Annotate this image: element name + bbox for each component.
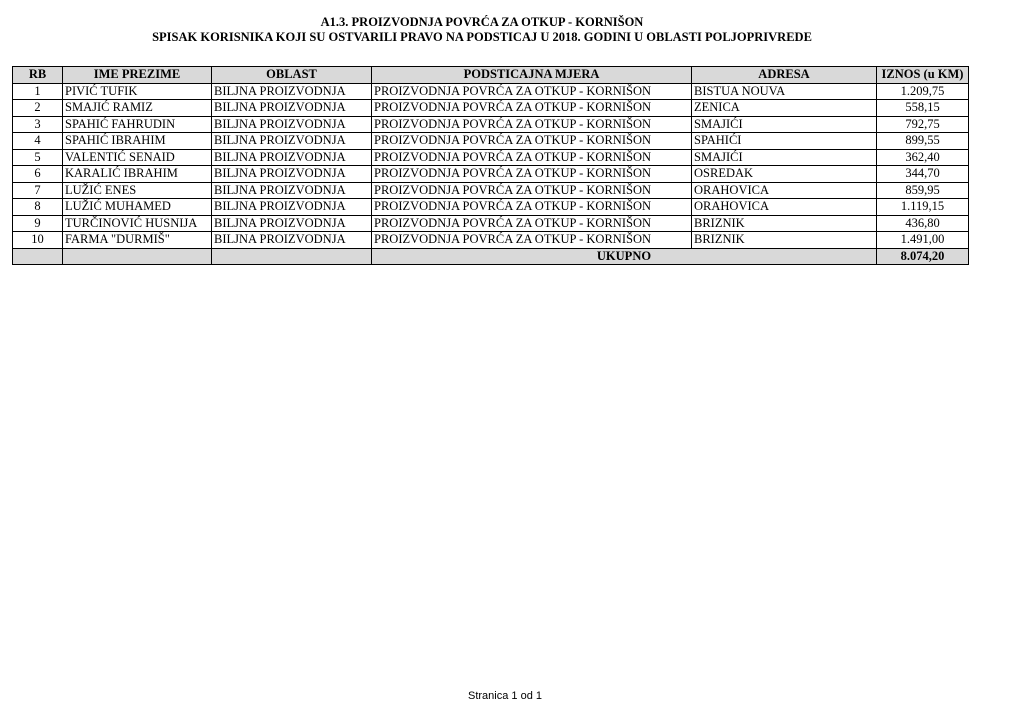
cell-name: PIVIĆ TUFIK <box>63 83 212 100</box>
cell-amount: 344,70 <box>877 166 969 183</box>
table-row <box>13 100 969 117</box>
cell-measure: PROIZVODNJA POVRĆA ZA OTKUP - KORNIŠON <box>372 199 692 216</box>
cell-rb: 1 <box>13 83 63 100</box>
cell-area: BILJNA PROIZVODNJA <box>212 232 372 249</box>
table-row <box>13 133 969 150</box>
document-subtitle: SPISAK KORISNIKA KOJI SU OSTVARILI PRAVO NA PODSTICAJ U 2018. GODINI U OBLASTI POLJOPRIVREDE <box>152 30 812 44</box>
cell-area: BILJNA PROIZVODNJA <box>212 100 372 117</box>
cell-rb: 10 <box>13 232 63 249</box>
total-label: UKUPNO <box>372 248 877 265</box>
column-header-amount: IZNOS (u KM) <box>877 67 969 84</box>
cell-area: BILJNA PROIZVODNJA <box>212 166 372 183</box>
cell-address: BRIZNIK <box>692 215 877 232</box>
beneficiaries-table <box>12 66 969 265</box>
column-header-address: ADRESA <box>692 67 877 84</box>
cell-measure: PROIZVODNJA POVRĆA ZA OTKUP - KORNIŠON <box>372 83 692 100</box>
cell-name: SMAJIĆ RAMIZ <box>63 100 212 117</box>
cell-area: BILJNA PROIZVODNJA <box>212 83 372 100</box>
cell-amount: 1.491,00 <box>877 232 969 249</box>
cell-amount: 436,80 <box>877 215 969 232</box>
cell-measure: PROIZVODNJA POVRĆA ZA OTKUP - KORNIŠON <box>372 215 692 232</box>
cell-amount: 1.119,15 <box>877 199 969 216</box>
cell-rb: 9 <box>13 215 63 232</box>
column-header-measure: PODSTICAJNA MJERA <box>372 67 692 84</box>
cell-name: SPAHIĆ IBRAHIM <box>63 133 212 150</box>
table-row <box>13 182 969 199</box>
cell-amount: 1.209,75 <box>877 83 969 100</box>
cell-measure: PROIZVODNJA POVRĆA ZA OTKUP - KORNIŠON <box>372 166 692 183</box>
cell-name: VALENTIĆ SENAID <box>63 149 212 166</box>
cell-rb: 5 <box>13 149 63 166</box>
total-empty-cell <box>63 248 212 265</box>
cell-area: BILJNA PROIZVODNJA <box>212 182 372 199</box>
table-total-row <box>13 248 969 265</box>
cell-area: BILJNA PROIZVODNJA <box>212 116 372 133</box>
cell-area: BILJNA PROIZVODNJA <box>212 199 372 216</box>
cell-address: ORAHOVICA <box>692 199 877 216</box>
cell-address: ORAHOVICA <box>692 182 877 199</box>
document-title: A1.3. PROIZVODNJA POVRĆA ZA OTKUP - KORNIŠON <box>320 15 644 29</box>
cell-name: SPAHIĆ FAHRUDIN <box>63 116 212 133</box>
cell-rb: 2 <box>13 100 63 117</box>
cell-measure: PROIZVODNJA POVRĆA ZA OTKUP - KORNIŠON <box>372 182 692 199</box>
cell-name: KARALIĆ IBRAHIM <box>63 166 212 183</box>
cell-amount: 792,75 <box>877 116 969 133</box>
column-header-name: IME PREZIME <box>63 67 212 84</box>
cell-address: BRIZNIK <box>692 232 877 249</box>
cell-address: SMAJIĆI <box>692 116 877 133</box>
total-value: 8.074,20 <box>877 248 969 265</box>
table-row <box>13 215 969 232</box>
cell-rb: 6 <box>13 166 63 183</box>
table-row <box>13 166 969 183</box>
table-header-row <box>13 67 969 84</box>
table-row <box>13 83 969 100</box>
cell-name: TURČINOVIĆ HUSNIJA <box>63 215 212 232</box>
cell-measure: PROIZVODNJA POVRĆA ZA OTKUP - KORNIŠON <box>372 149 692 166</box>
table-row <box>13 232 969 249</box>
cell-address: ZENICA <box>692 100 877 117</box>
cell-rb: 3 <box>13 116 63 133</box>
cell-rb: 4 <box>13 133 63 150</box>
table-row <box>13 149 969 166</box>
cell-area: BILJNA PROIZVODNJA <box>212 133 372 150</box>
column-header-rb: RB <box>13 67 63 84</box>
cell-address: BISTUA NOUVA <box>692 83 877 100</box>
page-number: Stranica 1 od 1 <box>468 690 542 702</box>
total-empty-cell <box>212 248 372 265</box>
cell-name: FARMA "DURMIŠ" <box>63 232 212 249</box>
cell-amount: 859,95 <box>877 182 969 199</box>
cell-measure: PROIZVODNJA POVRĆA ZA OTKUP - KORNIŠON <box>372 116 692 133</box>
cell-amount: 362,40 <box>877 149 969 166</box>
cell-address: SPAHIĆI <box>692 133 877 150</box>
document-header <box>0 15 964 45</box>
table-row <box>13 116 969 133</box>
cell-measure: PROIZVODNJA POVRĆA ZA OTKUP - KORNIŠON <box>372 100 692 117</box>
cell-name: LUŽIĆ ENES <box>63 182 212 199</box>
cell-address: OSREDAK <box>692 166 877 183</box>
cell-address: SMAJIĆI <box>692 149 877 166</box>
cell-rb: 8 <box>13 199 63 216</box>
cell-name: LUŽIĆ MUHAMED <box>63 199 212 216</box>
cell-rb: 7 <box>13 182 63 199</box>
table-row <box>13 199 969 216</box>
column-header-area: OBLAST <box>212 67 372 84</box>
cell-amount: 899,55 <box>877 133 969 150</box>
total-empty-cell <box>13 248 63 265</box>
cell-measure: PROIZVODNJA POVRĆA ZA OTKUP - KORNIŠON <box>372 133 692 150</box>
cell-area: BILJNA PROIZVODNJA <box>212 215 372 232</box>
cell-measure: PROIZVODNJA POVRĆA ZA OTKUP - KORNIŠON <box>372 232 692 249</box>
cell-area: BILJNA PROIZVODNJA <box>212 149 372 166</box>
cell-amount: 558,15 <box>877 100 969 117</box>
